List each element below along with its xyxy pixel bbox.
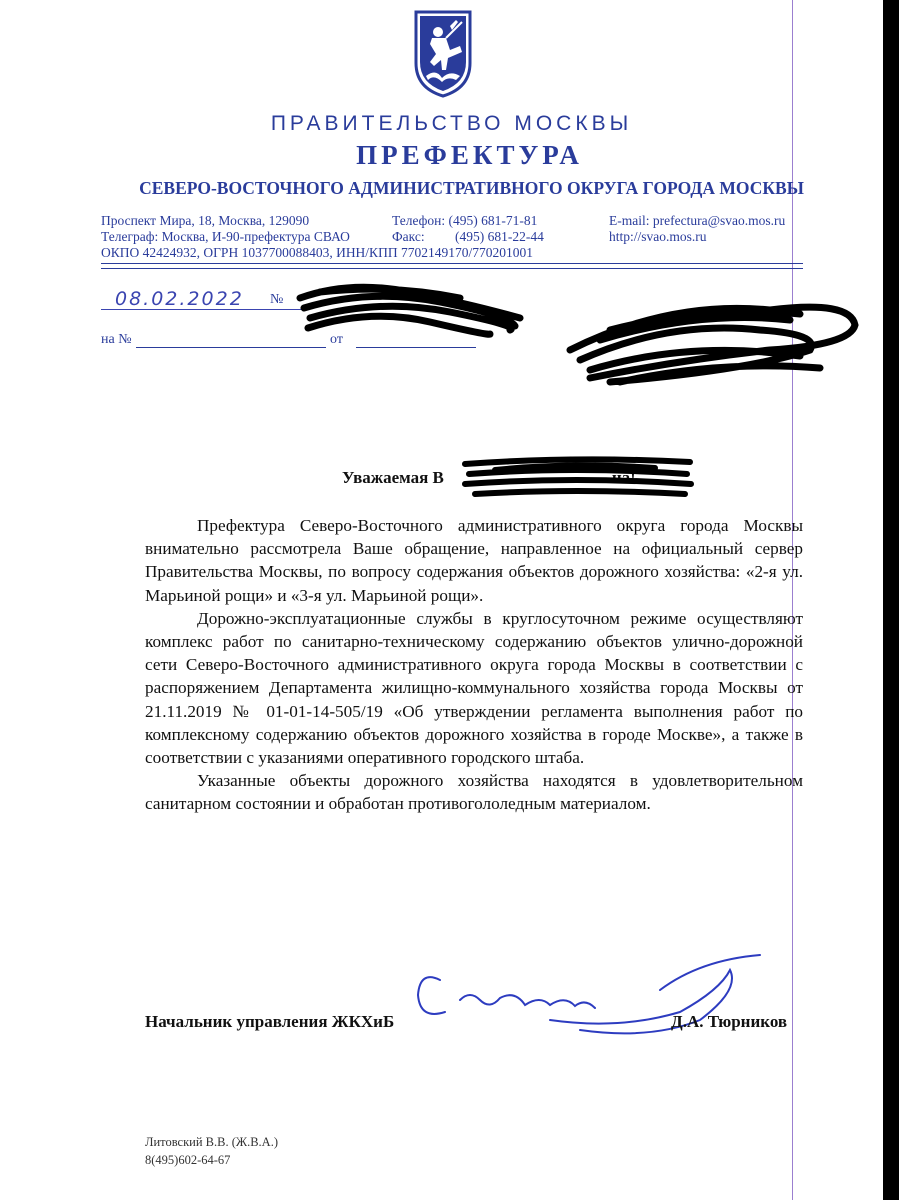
registry-codes: ОКПО 42424932, ОГРН 1037700088403, ИНН/КПП 7702149170/770201001 (101, 245, 533, 260)
body-paragraph-3: Указанные объекты дорожного хозяйства находятся в удовлетворительном санитарном состоянии и обработан противогололедным материалом. (145, 771, 803, 814)
executor-block (145, 1133, 278, 1169)
reply-number-line (136, 347, 326, 348)
district-title: СЕВЕРО-ВОСТОЧНОГО АДМИНИСТРАТИВНОГО ОКРУГА ГОРОДА МОСКВЫ (139, 178, 804, 198)
body-paragraph-2: Дорожно-эксплуатационные службы в круглосуточном режиме осуществляют комплекс работ по санитарно-техническому содержанию объектов улично-дорожной сети Северо-Восточного административного округа города Москвы в соответствии с распоряжением Департамента жилищно-коммунального хозяйства города Москвы от 21.11.2019 № 01-01-14-505/19 «Об утверждении регламента выполнения работ по комплексному содержанию объектов дорожного хозяйства в городе Москве», а также в соответствии с указаниями оперативного городского штаба. (145, 608, 803, 768)
executor-phone: 8(495)602-64-67 (145, 1153, 231, 1167)
from-label: от (330, 332, 343, 347)
fax-text: Факс: (495) 681-22-44 (392, 229, 544, 244)
address-text: Проспект Мира, 18, Москва, 129090 (101, 213, 310, 228)
letter-body (145, 514, 803, 816)
header-divider (101, 263, 803, 264)
moscow-coat-of-arms-icon (412, 8, 474, 98)
online-block (609, 213, 785, 245)
executor-name: Литовский В.В. (Ж.В.А.) (145, 1135, 278, 1149)
phone-text: Телефон: (495) 681-71-81 (392, 213, 538, 228)
body-paragraph-1: Префектура Северо-Восточного административного округа города Москвы внимательно рассмотрела Ваше обращение, направленное на официальный сервер Правительства Москвы, по вопросу содержания объектов дорожного хозяйства: «2-я ул. Марьиной рощи» и «3-я ул. Марьиной рощи». (145, 516, 803, 605)
redaction-number (290, 278, 530, 338)
signer-position: Начальник управления ЖКХиБ (145, 1012, 395, 1031)
greeting-end: на! (611, 468, 636, 487)
website-text: http://svao.mos.ru (609, 229, 707, 244)
government-title: ПРАВИТЕЛЬСТВО МОСКВЫ (270, 112, 633, 135)
redaction-name (455, 452, 700, 502)
handwritten-date: 08.02.2022 (115, 288, 244, 310)
redaction-addressee (550, 290, 870, 390)
header-divider-2 (101, 268, 803, 269)
reply-date-line (356, 347, 476, 348)
telegraph-text: Телеграф: Москва, И-90-префектура СВАО (101, 229, 350, 244)
signer-name: Д.А. Тюрников (671, 1012, 788, 1031)
date-underline (101, 309, 301, 310)
phone-block (392, 213, 544, 245)
email-text: E-mail: prefectura@svao.mos.ru (609, 213, 786, 228)
reply-to-label: на № (101, 332, 132, 347)
number-label: № (270, 292, 284, 307)
prefecture-title: ПРЕФЕКТУРА (356, 140, 583, 170)
greeting-start: Уважаемая В (342, 468, 444, 487)
